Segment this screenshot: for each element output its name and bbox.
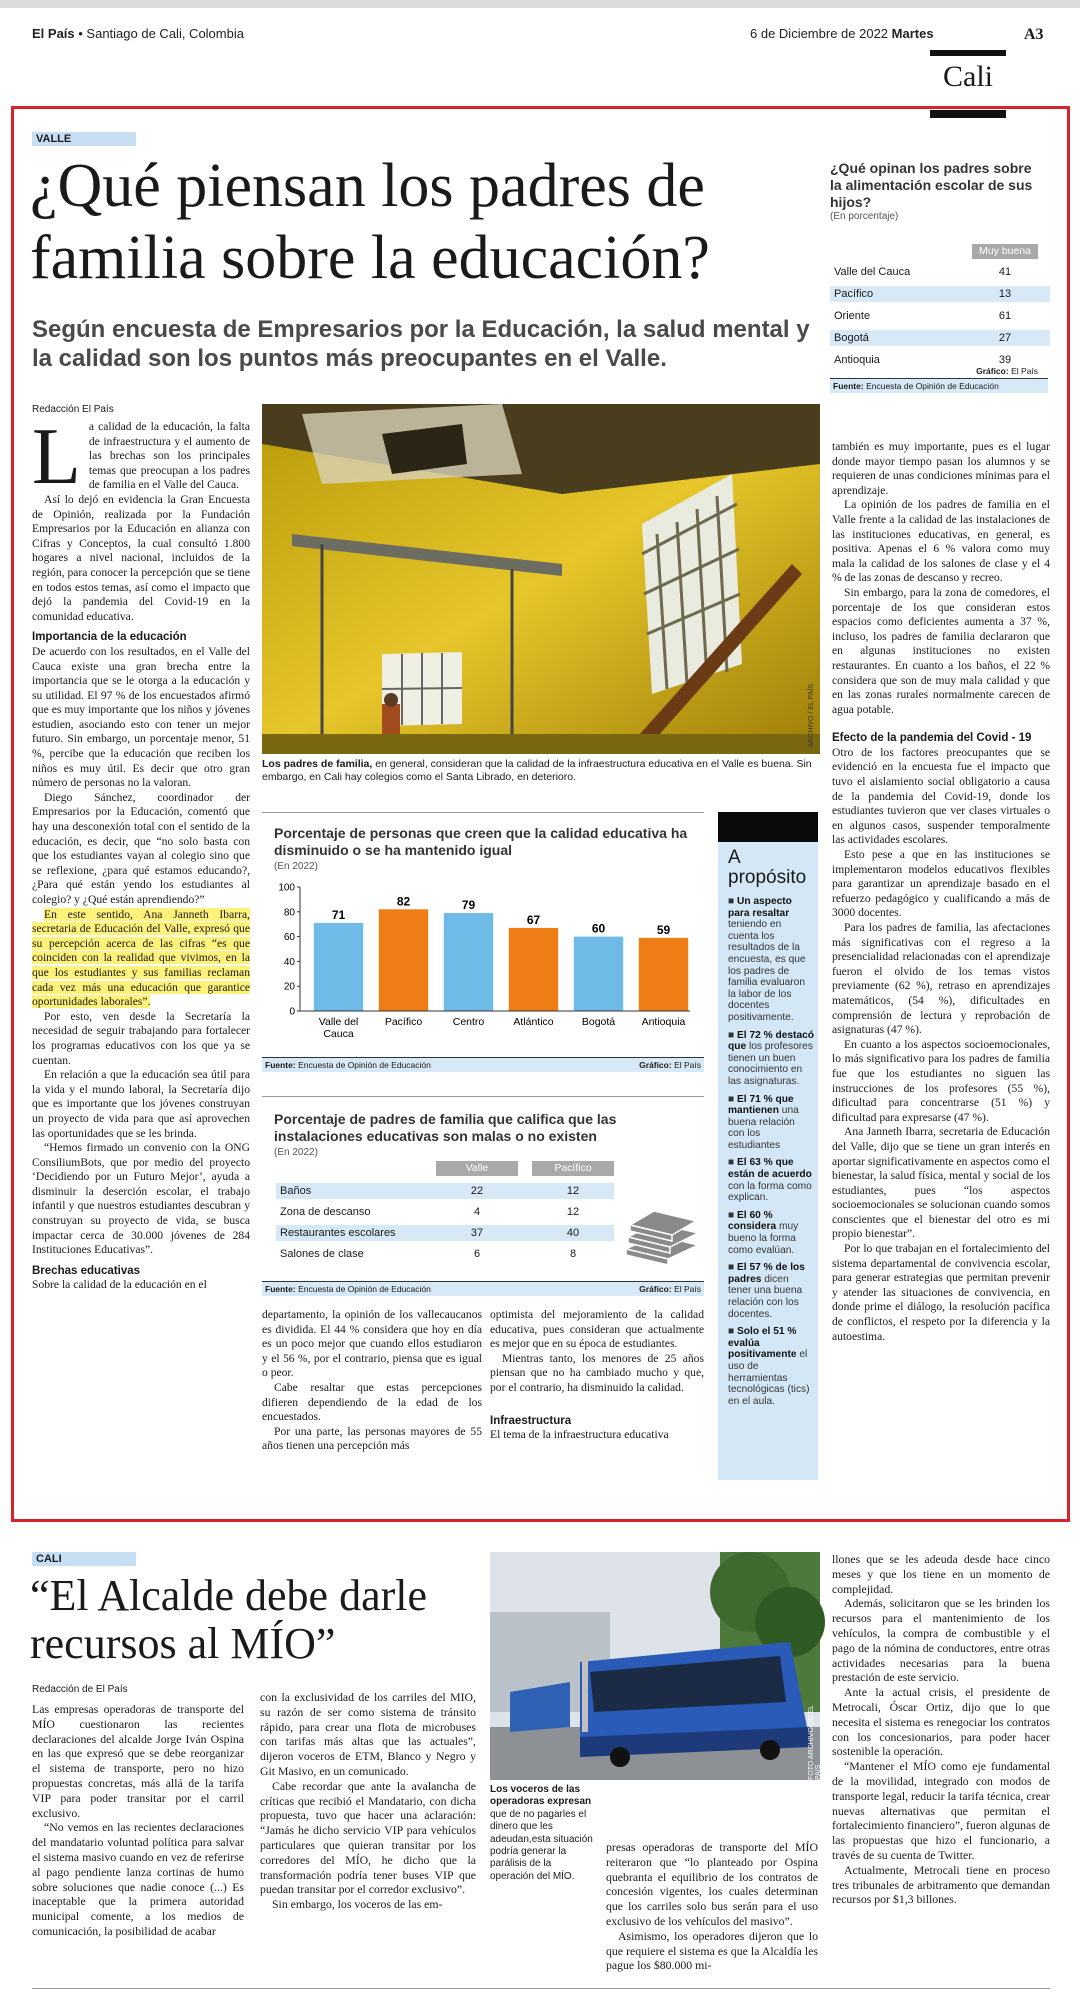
- bar: [444, 913, 493, 1011]
- row-value: 4: [473, 1206, 481, 1218]
- row-label: Zona de descanso: [280, 1206, 371, 1218]
- masthead-left: [32, 26, 244, 41]
- article1-column-4: [832, 440, 1050, 1344]
- row-label: Salones de clase: [280, 1248, 364, 1260]
- bar-value-label: 71: [331, 907, 346, 922]
- category-label: Pacífico: [384, 1016, 423, 1028]
- classroom-illustration: [262, 404, 820, 754]
- table-row: [276, 1246, 614, 1262]
- masthead-date: [750, 26, 934, 41]
- sidebar-item: ■ Solo el 51 % evalúa positivamente el uso de herramientas tecnológicas (tics) en el aula.: [728, 1326, 810, 1407]
- top-band: [0, 0, 1080, 8]
- table-subtitle: (En 2022): [274, 1147, 318, 1158]
- row-value: 40: [566, 1227, 580, 1239]
- article2-column-2: [260, 1690, 476, 1912]
- row-label: Baños: [280, 1185, 312, 1197]
- subheading: Importancia de la educación: [32, 631, 187, 644]
- date: 6 de Diciembre de 2022: [750, 26, 889, 41]
- sidebar-title: A propósito: [728, 847, 807, 888]
- source-label: Fuente:: [265, 1284, 296, 1294]
- source-label: Fuente:: [833, 381, 864, 391]
- section-bar-top: [930, 50, 1006, 56]
- bar: [574, 937, 623, 1011]
- credit-value: El País: [674, 1060, 701, 1070]
- category-label: Valle del Cauca: [318, 1016, 359, 1040]
- books-icon: [622, 1197, 702, 1267]
- sidebar-item: ■ El 63 % que están de acuerdo con la forma como explican.: [728, 1157, 812, 1204]
- bar: [509, 928, 558, 1011]
- bus-illustration: [490, 1552, 820, 1780]
- paragraph: departamento, la opinión de los vallecaucanos es dividida. El 44 % considera que hoy en día es un poco mejor que cuando ellos estudiaron y el 56 %, por el contrario, piensa que es igual o peor.: [262, 1308, 482, 1380]
- paragraph: De acuerdo con los resultados, en el Valle del Cauca existe una gran brecha entre la importancia que se le otorga a la educación y su utilidad. El 97 % de los encuestados afirmó que es muy importante que los niños y jóvenes estudien, asociando esto con tener un mejor futuro. Sin embargo, un porcentaje menor, 51 %, percibe que la educación que reciben los niños es muy útil. Es decir que otro gran número de personas no la valoran.: [32, 644, 250, 790]
- article2-photo-caption: [490, 1784, 594, 1883]
- table-source: [262, 1281, 704, 1296]
- food-table-source: [830, 378, 1048, 393]
- paragraph: Asimismo, los operadores dijeron que lo que requiere el sistema es que la Alcaldía les pague los $80.000 mi-: [606, 1928, 818, 1973]
- y-tick-label: 100: [278, 882, 295, 894]
- col-header-valle: Valle: [436, 1161, 518, 1176]
- paper-name: El País: [32, 26, 75, 41]
- sidebar-item: ■ Un aspecto para resaltar teniendo en cuenta los resultados de la encuesta, es que los padres de familia evaluaron la labor de los docentes positivamente.: [728, 896, 806, 1023]
- paragraph: En relación a que la educación sea útil para la vida y el mundo laboral, la Secretaría dijo que es importante que los jóvenes construyan un proyecto de vida para que así aprovechen las oportunidades que se les brinda.: [32, 1068, 250, 1140]
- y-tick-label: 20: [283, 981, 295, 993]
- paragraph: Además, solicitaron que se les brinden los recursos para el mantenimiento de los vehículos, la compra de combustible y el pago de la nómina de conductores, entre otras actividades necesarias para la buena prestación de este servicio.: [832, 1596, 1050, 1685]
- sidebar-item: ■ El 57 % de los padres dicen tener una buena relación con los docentes.: [728, 1262, 805, 1320]
- source-value: Encuesta de Opinión de Educación: [866, 381, 999, 391]
- row-value: 13: [998, 288, 1012, 300]
- article1-subhead: Según encuesta de Empresarios por la Educación, la salud mental y la calidad son los puntos más preocupantes en el Valle.: [32, 316, 810, 372]
- article2-column-3: [606, 1840, 818, 1973]
- caption-bold: Los padres de familia,: [262, 758, 373, 770]
- row-value: 39: [998, 354, 1012, 366]
- table-row: [830, 308, 1050, 324]
- paragraph: Ana Janneth Ibarra, secretaria de Educación del Valle, dijo que se tiene un gran interés en aportar significativamente en aspectos como el bienestar, la salud física, mental y social de los estudiantes, pues “los aspectos socioemocionales se solucionan cuando somos conscientes que el bienestar del otro es mi propio bienestar”.: [832, 1125, 1050, 1241]
- row-label: Antioquia: [834, 354, 880, 366]
- section-box: [930, 20, 1006, 102]
- row-value: 27: [998, 332, 1012, 344]
- source-value: Encuesta de Opinión de Educación: [298, 1284, 431, 1294]
- table-row: [276, 1204, 614, 1220]
- row-label: Valle del Cauca: [834, 266, 911, 278]
- chart-title: Porcentaje de personas que creen que la calidad educativa ha disminuido o se ha mantenido igual: [274, 825, 688, 858]
- paragraph: “Hemos firmado un convenio con la ONG ConsiliumBots, que por medio del proyecto ‘Decidiendo por un Futuro Mejor’, ayuda a disminuir la deserción escolar, el trabajo infantil y que nuestros estudiantes descubran y construyan su proyecto de vida, se busca impactar cerca de 30.000 jóvenes de 284 Instituciones Educativas”.: [32, 1141, 250, 1257]
- y-tick-label: 40: [283, 956, 295, 968]
- bar: [314, 923, 363, 1011]
- bar-value-label: 60: [591, 921, 606, 936]
- col-header-pacifico: Pacífico: [532, 1161, 614, 1176]
- food-table-subtitle: (En porcentaje): [830, 211, 899, 222]
- article2-column-4: [832, 1552, 1050, 1907]
- subheading: Brechas educativas: [32, 1264, 141, 1277]
- row-label: Bogotá: [834, 332, 869, 344]
- table-row: [276, 1183, 614, 1199]
- sidebar-item: ■ El 71 % que mantienen una buena relación con los estudiantes: [728, 1093, 799, 1151]
- row-value: 12: [566, 1185, 580, 1197]
- paragraph: Por una parte, las personas mayores de 55 años tienen una percepción más: [262, 1424, 482, 1453]
- section-name: Cali: [943, 60, 993, 93]
- page-number: A3: [1024, 26, 1044, 43]
- table-row: [276, 1225, 614, 1241]
- paragraph: En cuanto a los aspectos socioemocionales, lo más significativo para los padres de familia fue que los estudiantes no siguen las instrucciones de los profesores (55 %), dificultad para concentrarse (51 %) y dificultad para expresarse (47 %).: [832, 1037, 1050, 1124]
- paragraph: “Mantener el MÍO como eje fundamental de la movilidad, integrado con modos de transporte legal, reducir la tarifa técnica, crear nuevas alternativas que permitan el fortalecimiento financiero”, fueron algunas de las propuestas que hizo el funcionario, a través de su cuenta de Twitter.: [832, 1759, 1050, 1862]
- row-label: Restaurantes escolares: [280, 1227, 396, 1239]
- sidebar-item: ■ El 72 % destacó que los profesores tienen un buen conocimiento en las asignaturas.: [728, 1029, 814, 1087]
- bar-value-label: 67: [526, 912, 541, 927]
- article2-column-1: [32, 1702, 244, 1939]
- paragraph: Para los padres de familia, las afectaciones más significativas con el regreso a la presencialidad relacionadas con el aprendizaje fueron el olvido de los temas vistos previamente (62 %), retraso en aprendizajes matemáticos, (54 %), dificultades en comprensión de lectura y reprobación de asignaturas (47 %).: [832, 921, 1050, 1037]
- paragraph: El tema de la infraestructura educativa: [490, 1428, 669, 1442]
- lead-text: a calidad de la educación, la falta de infraestructura y el aumento de las brechas son los principales temas que preocupan a los padres de familia en el Valle del Cauca.: [88, 420, 250, 492]
- caption-text: en general, consideran que la calidad de la infraestructura educativa en el Valle es buena. Sin embargo, en Cali hay colegios como el Santa Librado, en deterioro.: [262, 758, 812, 783]
- credit-label: Gráfico:: [976, 366, 1009, 376]
- dropcap: L: [32, 413, 81, 501]
- row-value: 37: [470, 1227, 484, 1239]
- caption-bold: Los voceros de las operadoras expresan: [490, 1784, 592, 1808]
- row-label: Pacífico: [834, 288, 874, 300]
- paragraph: Esto pese a que en las instituciones se implementaron modelos educativos flexibles para garantizar un aprendizaje basado en el refuerzo pedagógico y cualificando a más de 3000 docentes.: [832, 848, 1050, 920]
- paragraph: Sin embargo, los voceros de las em-: [272, 1897, 443, 1912]
- bar-chart-svg: [262, 875, 704, 1065]
- article1-byline: Redacción El País: [32, 404, 114, 415]
- category-label: Atlántico: [513, 1016, 554, 1028]
- sidebar-item: ■ El 60 % considera muy bueno la forma como evalúan.: [728, 1209, 799, 1256]
- subheading: Infraestructura: [490, 1414, 572, 1427]
- row-value: 41: [998, 266, 1012, 278]
- article1-column-1: [32, 413, 250, 1293]
- bar-value-label: 79: [461, 898, 476, 913]
- table-row: [830, 264, 1050, 280]
- article1-photo: [262, 404, 820, 754]
- table-row: [830, 286, 1050, 302]
- paragraph: presas operadoras de transporte del MÍO reiteraron que “lo planteado por Ospina quebranta el equilibrio de los contratos de concesión vigentes, los cuales determinan que los carriles solo bus serán para el uso exclusivo de los vehículos del masivo”.: [606, 1840, 818, 1928]
- credit-value: El País: [1011, 366, 1038, 376]
- paragraph: con la exclusividad de los carriles del MIO, su razón de ser como sistema de tránsito rápido, para crear una flota de microbuses con tarifas más altas que las actuales”, dijeron voceros de ETM, Blanco y Negro y Git Masivo, en un comunicado.: [260, 1690, 476, 1778]
- row-value: 6: [473, 1248, 481, 1260]
- subheading: Efecto de la pandemia del Covid - 19: [832, 732, 1032, 745]
- row-value: 8: [569, 1248, 577, 1260]
- bar-value-label: 59: [656, 922, 671, 937]
- a-proposito-sidebar: [718, 812, 818, 1480]
- paper-location: • Santiago de Cali, Colombia: [78, 26, 244, 41]
- food-table-title: ¿Qué opinan los padres sobre la alimentación escolar de sus hijos?: [830, 160, 1033, 210]
- paragraph: Por esto, ven desde la Secretaría la necesidad de seguir trabajando para fortalecer los programas educativos con los que ya se cuentan.: [32, 1009, 250, 1067]
- paragraph: Así lo dejó en evidencia la Gran Encuesta de Opinión, realizada por la Fundación Empresarios por la Educación en alianza con Cifras y Conceptos, la cual consultó 1.800 hogares a nivel nacional, incluidos de la región, para conocer la percepción que se tiene en todos estos temas, así como el impacto que dejó la pandemia del Covid-19 en la comunidad educativa.: [32, 492, 250, 623]
- highlighted-paragraph: En este sentido, Ana Janneth Ibarra, secretaria de Educación del Valle, expresó que su percepción acerca de las cifras “es que coinciden con la realidad que vivimos, en la que los estudiantes y sus familias reclaman cada vez más una educación que garantice oportunidades laborales”.: [32, 907, 250, 1009]
- article1-kicker: VALLE: [32, 132, 136, 146]
- row-value: 61: [998, 310, 1012, 322]
- paragraph: Sin embargo, para la zona de comedores, el porcentaje de los que consideran estos espacios como deficientes aumenta a 37 %, incluso, los padres de familia declararon que en algunas instituciones no existen restaurantes. En cuanto a los baños, el 22 % considera que son de muy mala calidad y que en las zonas rurales normalmente carecen de agua potable.: [832, 585, 1050, 716]
- food-opinion-table: [830, 160, 1050, 391]
- quality-bar-chart: [262, 812, 704, 1073]
- article2-photo: [490, 1552, 820, 1780]
- paragraph: Actualmente, Metrocali tiene en proceso tres tribunales de arbitramento que demandan recursos por $1,3 billones.: [832, 1862, 1050, 1907]
- y-tick-label: 0: [289, 1006, 295, 1018]
- food-table-col-header: Muy buena: [972, 244, 1038, 259]
- paragraph: Diego Sánchez, coordinador der Empresarios por la Educación, comentó que hay una desconexión total con el sentido de la educación, es decir, que “no solo basta con que los estudiantes vayan al colegio sino que se reflexione, ¿para qué estamos educando?, ¿Para qué están yendo los estudiantes al colegio? y ¿Qué están aprendiendo?”: [32, 790, 250, 906]
- paragraph: Las empresas operadoras de transporte del MÍO cuestionaron las recientes declaraciones del alcalde Jorge Iván Ospina en las que expresó que se debe reorganizar el sistema de transporte, pero no hizo propuestas concretas, más allá de la tarifa VIP para poder transitar por el carril exclusivo.: [32, 1702, 244, 1820]
- table-row: [830, 330, 1050, 346]
- food-table-credit: [976, 366, 1038, 376]
- photo-credit: FOTO ARCHIVO DE EL PAÍS: [808, 1705, 822, 1780]
- paragraph: Mientras tanto, los menores de 25 años piensan que no ha cambiado mucho y que, por el contrario, ha disminuido la calidad.: [490, 1351, 704, 1394]
- lead-paragraph: [32, 413, 250, 501]
- weekday: Martes: [891, 26, 934, 41]
- category-label: Centro: [452, 1016, 485, 1028]
- photo-credit: ARCHIVO / EL PAÍS: [808, 684, 815, 748]
- article1-column-3: [490, 1308, 704, 1443]
- paragraph: Sobre la calidad de la educación en el: [32, 1278, 207, 1292]
- y-tick-label: 60: [283, 932, 295, 944]
- article1-headline: ¿Qué piensan los padres de familia sobre la educación?: [30, 152, 710, 292]
- bar: [379, 909, 428, 1011]
- food-table-body: [830, 244, 1050, 394]
- row-value: 22: [470, 1185, 484, 1197]
- article1-column-2: [262, 1308, 482, 1454]
- article2-kicker: CALI: [32, 1552, 136, 1566]
- paragraph: optimista del mejoramiento de la calidad educativa, pues consideran que actualmente es mejor que en su época de estudiantes.: [490, 1308, 704, 1351]
- paragraph: La opinión de los padres de familia en el Valle frente a la calidad de las instalaciones de las instituciones educativas, en general, es positiva. Apenas el 6 % valora como muy mala la calidad de los salones de clase y el 4 % de las zonas de descanso y recreo.: [832, 498, 1050, 585]
- paragraph: Otro de los factores preocupantes que se evidenció en la encuesta fue el impacto que tuvo el aislamiento social obligatorio a causa de la pandemia del Covid-19, donde los estudiantes tuvieron que ver clases virtuales o en algunos casos, suspender temporalmente las actividades escolares.: [832, 745, 1050, 847]
- row-label: Oriente: [834, 310, 871, 322]
- bar-value-label: 82: [396, 894, 411, 909]
- bar: [639, 938, 688, 1011]
- sidebar-items: [728, 896, 814, 1413]
- credit-label: Gráfico:: [639, 1060, 672, 1070]
- source-label: Fuente:: [265, 1060, 296, 1070]
- paragraph: Por lo que trabajan en el fortalecimiento del sistema departamental de convivencia escolar, para generar estrategias que permitan prevenir y atender las situaciones de convivencia, en donde prime el diálogo, la resolución pacífica de conflictos, el respeto por la diferencia y la autoestima.: [832, 1242, 1050, 1343]
- article2-byline: Redacción de El País: [32, 1684, 128, 1695]
- category-label: Antioquia: [641, 1016, 686, 1028]
- paragraph: llones que se les adeuda desde hace cinco meses y que los tiene en un momento de complejidad.: [832, 1552, 1050, 1596]
- facilities-table: [262, 1096, 704, 1297]
- paragraph: Cabe recordar que ante la avalancha de críticas que recibió el Mandatario, con dicha propuesta, tuvo que hacer una aclaración: “Jamás he dicho servicio VIP para vehículos particulares que quieran transitar por los corredores del MÍO, he dicho que la transformación podría tener buses VIP que puedan transitar por el corredor exclusivo”.: [260, 1778, 476, 1897]
- bottom-rule: [32, 1988, 1050, 1989]
- sidebar-top-bar: [718, 812, 818, 842]
- paragraph: Cabe resaltar que estas percepciones difieren dependiendo de la edad de los encuestados.: [262, 1380, 482, 1424]
- row-value: 12: [566, 1206, 580, 1218]
- chart-source: [262, 1057, 704, 1072]
- chart-subtitle: (En 2022): [274, 861, 318, 872]
- paragraph: Ante la actual crisis, el presidente de Metrocali, Óscar Ortiz, dijo que lo que necesita el sistema es renegociar los contratos con los concesionarios, para poder hacer sostenible la operación.: [832, 1685, 1050, 1759]
- article2-headline: “El Alcalde debe darle recursos al MÍO”: [30, 1571, 428, 1668]
- y-tick-label: 80: [283, 907, 295, 919]
- paragraph: “No vemos en las recientes declaraciones del mandatario voluntad política para salvar el sistema masivo cuando en vez de referirse al pago pendiente lanza cortinas de humo sobre soluciones que nadie conoce (...) Es inaceptable que la primera autoridad municipal comente, a los medios de comunicación, la posibilidad de acabar: [32, 1820, 244, 1938]
- paragraph: también es muy importante, pues es el lugar donde mayor tiempo pasan los alumnos y se requieren de unas condiciones mínimas para el aprendizaje.: [832, 440, 1050, 497]
- credit-label: Gráfico:: [639, 1284, 672, 1294]
- article1-photo-caption: [262, 758, 820, 784]
- table-title: Porcentaje de padres de familia que califica que las instalaciones educativas son malas o no existen: [274, 1111, 617, 1144]
- caption-text: que de no pagarles el dinero que les adeudan,esta situación podría generar la parálisis de la operación del MÍO.: [490, 1808, 593, 1882]
- category-label: Bogotá: [581, 1016, 616, 1028]
- credit-value: El País: [674, 1284, 701, 1294]
- source-value: Encuesta de Opinión de Educación: [298, 1060, 431, 1070]
- facilities-table-body: [276, 1161, 596, 1271]
